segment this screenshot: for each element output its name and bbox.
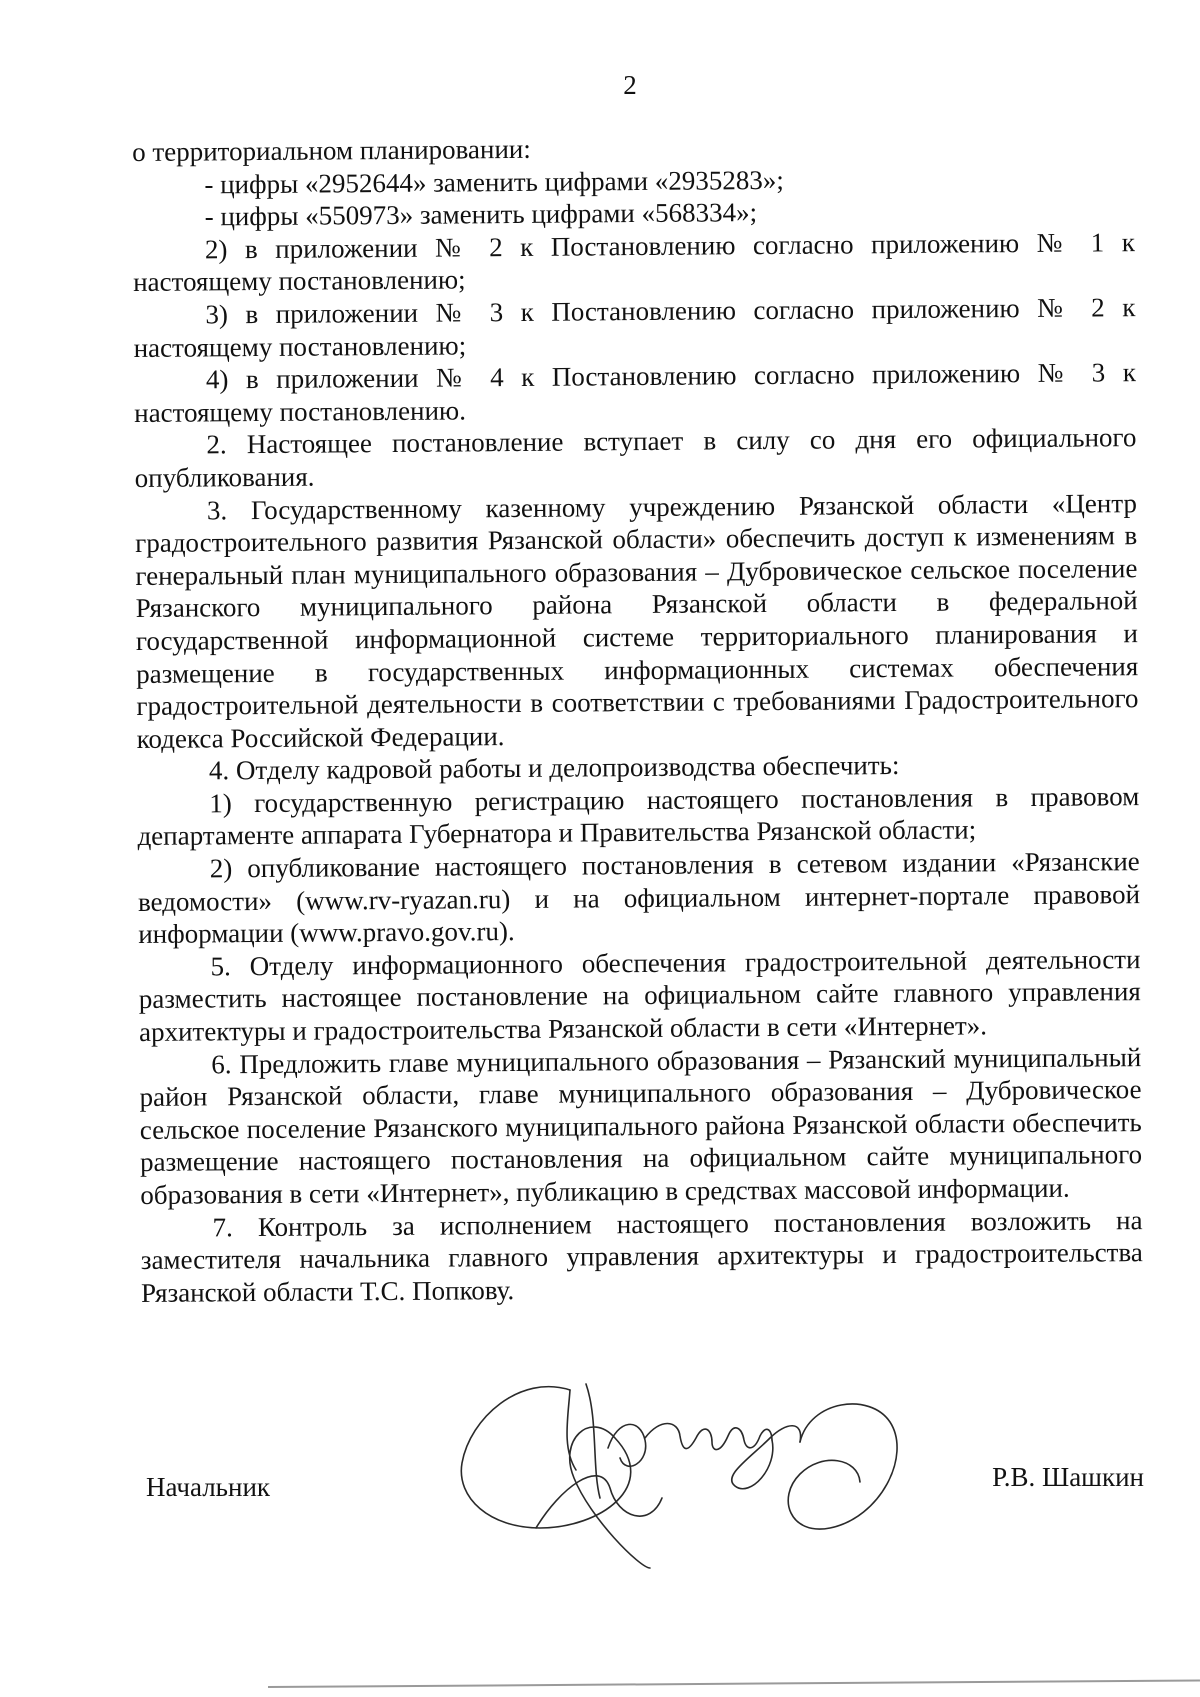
paragraph-item-4-1: 1) государственную регистрацию настоящего постановления в правовом департаменте аппарата Губернатора и Правительства Рязанской области; (137, 780, 1140, 852)
paragraph-intro: о территориальном планировании: (132, 133, 531, 167)
document-body (132, 128, 1143, 1309)
page-number: 2 (623, 70, 637, 100)
paragraph-item-4: 4. Отделу кадровой работы и делопроизводства обеспечить: (208, 750, 900, 786)
paragraph-item-3: 3. Государственному казенному учреждению Рязанской области «Центр градостроительного развития Рязанской области» обеспечить доступ к изменениям в генеральный план муниципального образования – Дубровическое сельское поселение Рязанского муниципального района Рязанской области в федеральной государственной информационной системе территориального планирования и размещение в государственных информационных системах обеспечения градостроительной деятельности в соответствии с требованиями Градостроительного кодекса Российской Федерации. (135, 487, 1139, 754)
bottom-divider (268, 1679, 1200, 1688)
paragraph-replace-2: - цифры «550973» заменить цифрами «568334»; (204, 197, 758, 232)
paragraph-item-5: 5. Отделу информационного обеспечения градостроительной деятельности разместить настоящее постановление на официальном сайте главного управления архитектуры и градостроительства Рязанской области в сети «Интернет». (138, 943, 1141, 1048)
signatory-name: Р.В. Шашкин (992, 1462, 1144, 1492)
signatory-title: Начальник (146, 1472, 271, 1502)
paragraph-appendix-2: 2) в приложении № 2 к Постановлению согласно приложению № 1 к настоящему постановлению; (133, 226, 1135, 298)
handwritten-signature (450, 1378, 920, 1588)
paragraph-replace-1: - цифры «2952644» заменить цифрами «2935283»; (204, 164, 784, 200)
paragraph-item-6: 6. Предложить главе муниципального образования – Рязанский муниципальный район Рязанской области, главе муниципального образования – Дубровическое сельское поселение Рязанского муниципального района Рязанской области обеспечить размещение настоящего постановления на официальном сайте муниципального образования в сети «Интернет», публикацию в средствах массовой информации. (139, 1041, 1143, 1210)
paragraph-appendix-3: 3) в приложении № 3 к Постановлению согласно приложению № 2 к настоящему постановлению; (133, 292, 1136, 363)
paragraph-item-4-2: 2) опубликование настоящего постановления в сетевом издании «Рязанские ведомости» (www.rv-ryazan.ru) и на официальном интернет-портале правовой информации (www.pravo.gov.ru). (137, 846, 1141, 950)
paragraph-item-2: 2. Настоящее постановление вступает в силу со дня его официального опубликования. (134, 422, 1137, 493)
paragraph-item-7: 7. Контроль за исполнением настоящего постановления возложить на заместителя начальника главного управления архитектуры и градостроительства Рязанской области Т.С. Попкову. (140, 1204, 1143, 1308)
paragraph-appendix-4: 4) в приложении № 4 к Постановлению согласно приложению № 3 к настоящему постановлению. (134, 357, 1137, 428)
